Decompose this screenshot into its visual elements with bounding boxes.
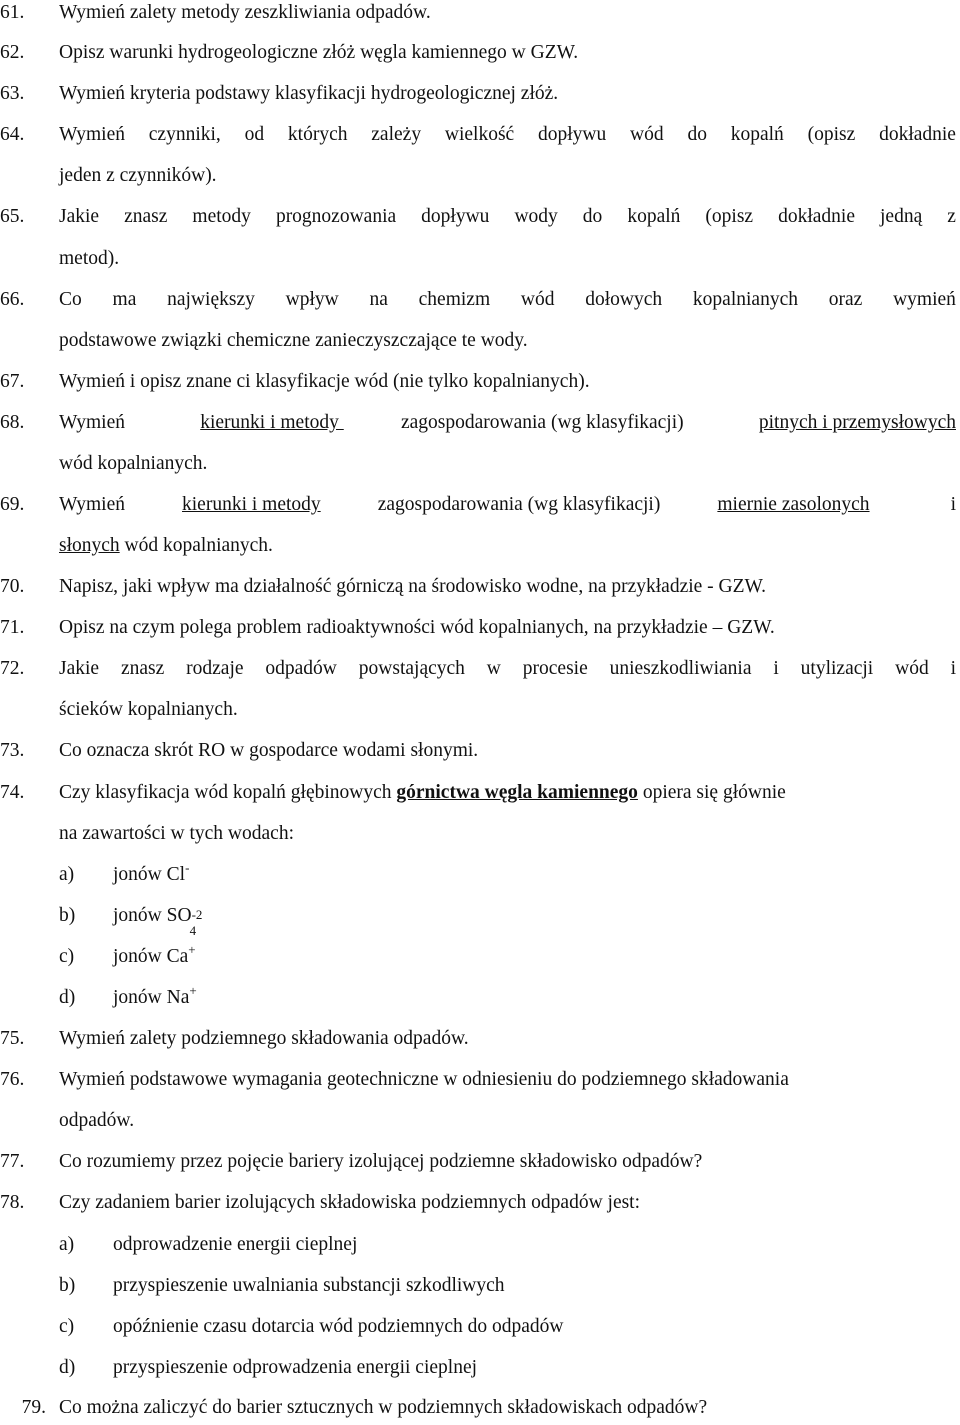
word: dokładnie [879,124,956,145]
question-text: Wymień zalety metody zeszkliwiania odpadów. [59,2,431,23]
question-text: na zawartości w tych wodach: [59,823,294,844]
underlined-word: słonych [59,535,120,556]
question-text: Co rozumiemy przez pojęcie bariery izolującej podziemne składowisko odpadów? [59,1151,703,1172]
question-71 [0,612,960,644]
question-text [59,653,956,685]
underlined-phrase: kierunki i metody [200,412,344,433]
question-number: 61. [0,2,25,23]
question-number: 63. [0,83,25,104]
subscript: 4 [189,923,197,938]
question-text: jeden z czynników). [59,165,217,186]
question-number: 75. [0,1028,25,1049]
question-text: Opisz na czym polega problem radioaktywności wód kopalnianych, na przykładzie – GZW. [59,617,775,638]
word: zależy [371,124,422,145]
word: procesie [522,658,588,679]
question-number: 72. [0,658,25,679]
word: i [773,658,779,679]
question-number: 66. [0,289,25,310]
word: i [950,658,956,679]
word: od [244,124,265,145]
superscript: + [188,942,196,957]
word: dołowych [585,289,663,310]
option-letter: d) [59,1357,76,1378]
question-78 [0,1187,960,1219]
word: największy [167,289,255,310]
word: jedną [880,206,923,227]
option-text: opóźnienie czasu dotarcia wód podziemnych do odpadów [113,1316,564,1337]
option-label: jonów Na [113,987,190,1008]
option-text [113,982,197,1015]
option-d [0,982,960,1014]
question-72-continuation [0,694,960,726]
option-text: przyspieszenie uwalniania substancji szkodliwych [113,1275,505,1296]
word: wód [895,658,929,679]
question-text [59,119,956,151]
word: wód [520,289,555,310]
option-letter: c) [59,1316,75,1337]
word: do [687,124,707,145]
word: w [486,658,501,679]
option-a [0,1229,960,1261]
word: czynniki, [148,124,221,145]
question-76 [0,1064,960,1096]
question-text [59,530,956,562]
word: prognozowania [275,206,397,227]
word: kopalń [730,124,784,145]
question-67 [0,366,960,398]
word: z [947,206,956,227]
option-letter: c) [59,946,75,967]
word: wielkość [444,124,515,145]
question-number: 76. [0,1069,25,1090]
question-63 [0,78,960,110]
question-68 [0,407,960,439]
question-77 [0,1146,960,1178]
question-text: Co można zaliczyć do barier sztucznych w podziemnych składowiskach odpadów? [59,1397,708,1418]
question-74-continuation [0,818,960,850]
word: Wymień [59,494,125,515]
word: dopływu [421,206,490,227]
question-text: Wymień i opisz znane ci klasyfikacje wód (nie tylko kopalnianych). [59,371,590,392]
question-number: 62. [0,42,25,63]
option-letter: b) [59,1275,76,1296]
option-letter: b) [59,905,76,926]
option-letter: a) [59,864,75,885]
word: utylizacji [800,658,874,679]
question-69 [0,489,960,521]
bold-underlined-phrase: górnictwa węgla kamiennego [396,782,638,803]
question-number: 64. [0,124,25,145]
question-number: 73. [0,740,25,761]
question-text: Czy zadaniem barier izolujących składowiska podziemnych odpadów jest: [59,1192,641,1213]
question-70 [0,571,960,603]
option-b [0,1270,960,1302]
question-text [59,489,956,521]
word: (opisz [807,124,856,145]
option-b [0,900,960,938]
question-text: Co oznacza skrót RO w gospodarce wodami słonymi. [59,740,479,761]
question-text: ścieków kopalnianych. [59,699,238,720]
word: wód [630,124,664,145]
phrase: Czy klasyfikacja wód kopalń głębinowych [59,782,397,803]
question-66 [0,284,960,316]
word: (opisz [705,206,754,227]
question-65-continuation [0,243,960,275]
question-text: Opisz warunki hydrogeologiczne złóż węgla kamiennego w GZW. [59,42,579,63]
option-label: jonów SO [113,905,192,926]
question-text: Napisz, jaki wpływ ma działalność górniczą na środowisko wodne, na przykładzie - GZW. [59,576,767,597]
question-64 [0,119,960,151]
word: Wymień [59,124,125,145]
question-number: 68. [0,412,25,433]
question-64-continuation [0,160,960,192]
word: wpływ [285,289,339,310]
question-number: 77. [0,1151,25,1172]
question-text: podstawowe związki chemiczne zanieczyszczające te wody. [59,330,528,351]
word: wody [514,206,558,227]
word: Jakie [59,206,100,227]
word: wymień [893,289,956,310]
phrase: zagospodarowania (wg klasyfikacji) [400,412,684,433]
option-letter: d) [59,987,76,1008]
question-text [59,407,956,439]
word: ma [112,289,137,310]
option-label: jonów Ca [113,946,189,967]
question-61 [0,0,960,29]
option-c [0,1311,960,1343]
word: dokładnie [778,206,855,227]
question-73 [0,735,960,767]
option-label: jonów Cl [113,864,186,885]
phrase: opiera się głównie [637,782,786,803]
question-text: wód kopalnianych. [59,453,208,474]
option-c [0,941,960,973]
superscript: - [185,860,190,875]
word: znasz [120,658,165,679]
phrase: zagospodarowania (wg klasyfikacji) [377,494,661,515]
question-text: odpadów. [59,1110,135,1131]
superscript: + [189,983,197,998]
word: Co [59,289,82,310]
question-number: 79. [21,1397,46,1418]
option-text: odprowadzenie energii cieplnej [113,1234,358,1255]
word: do [582,206,603,227]
word: chemizm [418,289,491,310]
question-76-continuation [0,1105,960,1137]
word: unieszkodliwiania [609,658,752,679]
word: i [950,494,956,515]
word: rodzaje [186,658,244,679]
word: metody [192,206,251,227]
option-a [0,859,960,891]
question-text: Wymień zalety podziemnego składowania odpadów. [59,1028,469,1049]
word: znasz [124,206,168,227]
word: powstających [358,658,465,679]
question-text [59,284,956,316]
question-66-continuation [0,325,960,357]
question-number: 74. [0,782,25,803]
underlined-phrase: miernie zasolonych [717,494,870,515]
question-72 [0,653,960,685]
underlined-phrase: kierunki i metody [182,494,321,515]
question-69-continuation [0,530,960,562]
question-74 [0,777,960,809]
question-text: Wymień kryteria podstawy klasyfikacji hydrogeologicznej złóż. [59,83,559,104]
sub-superscript [189,907,212,938]
question-75 [0,1023,960,1055]
question-number: 69. [0,494,25,515]
word: na [369,289,388,310]
question-number: 67. [0,371,25,392]
word: Wymień [59,412,125,433]
question-text: Wymień podstawowe wymagania geotechniczne w odniesieniu do podziemnego składowania [59,1069,789,1090]
question-text [59,201,956,233]
question-79 [0,1392,960,1424]
question-number: 70. [0,576,25,597]
word: odpadów [265,658,337,679]
option-letter: a) [59,1234,75,1255]
phrase: wód kopalnianych. [119,535,273,556]
option-text: przyspieszenie odprowadzenia energii cieplnej [113,1357,478,1378]
word: Jakie [59,658,100,679]
option-d [0,1352,960,1384]
question-number: 78. [0,1192,25,1213]
option-text [113,941,196,974]
word: kopalnianych [692,289,798,310]
question-number: 65. [0,206,25,227]
underlined-phrase: pitnych i przemysłowych [758,412,956,433]
word: których [287,124,348,145]
question-text [59,777,956,809]
question-65 [0,201,960,233]
option-text [113,900,212,938]
word: kopalń [627,206,681,227]
superscript: -2 [191,907,203,922]
question-text: metod). [59,248,120,269]
question-68-continuation [0,448,960,480]
question-62 [0,37,960,69]
option-text [113,859,189,892]
question-number: 71. [0,617,25,638]
word: dopływu [538,124,607,145]
word: oraz [828,289,863,310]
